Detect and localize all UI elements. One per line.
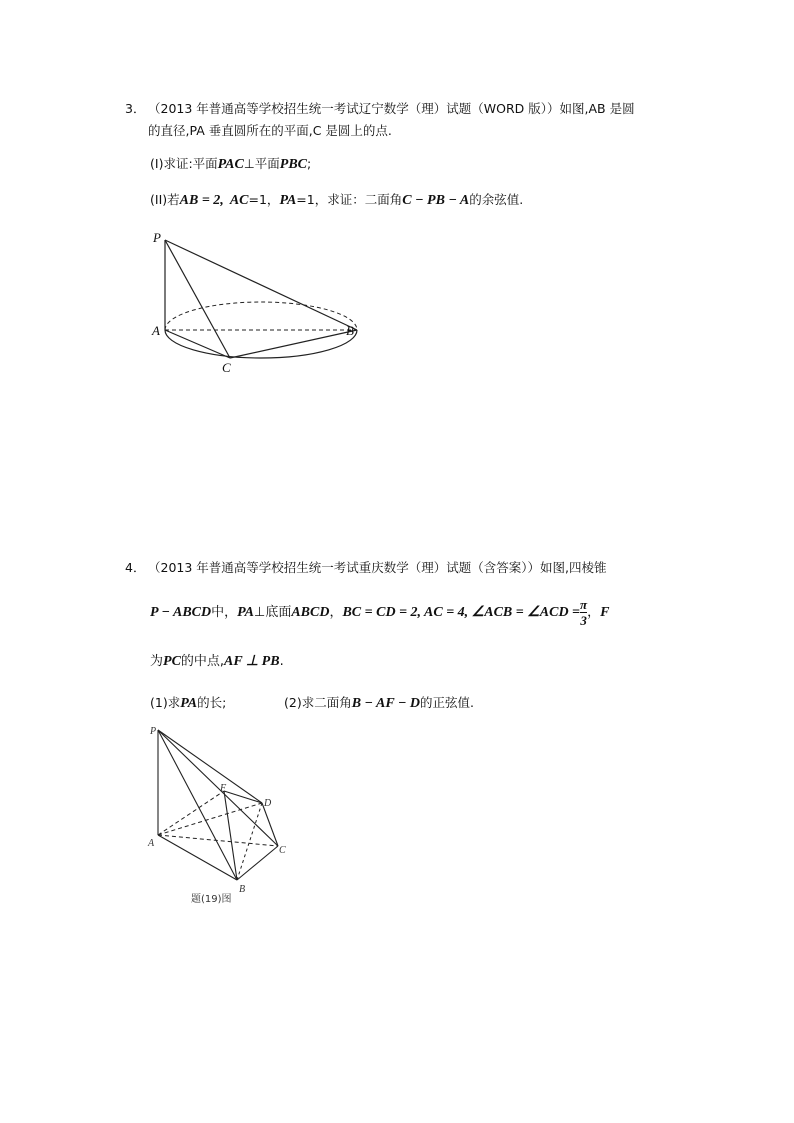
math-pyramid: P − ABCD bbox=[150, 605, 212, 620]
segment-fd bbox=[224, 791, 262, 803]
segment-bc bbox=[230, 330, 357, 358]
text: =1，求证：二面角 bbox=[296, 192, 403, 207]
label-f: F bbox=[220, 783, 227, 794]
problem-3-statement: 的直径,PA 垂直圆所在的平面,C 是圆上的点. bbox=[148, 123, 392, 138]
text: (1)求 bbox=[150, 695, 181, 710]
figure-caption: 题(19)图 bbox=[191, 894, 232, 905]
problem-4-number: 4． bbox=[125, 560, 146, 575]
problem-3-source: （2013 年普通高等学校招生统一考试辽宁数学（理）试题（WORD 版））如图,AB 是圆 bbox=[148, 101, 635, 116]
label-b: B bbox=[346, 323, 354, 338]
math-dihedral: B − AF − D bbox=[351, 696, 421, 711]
math-af-perp-pb: AF ⊥ PB bbox=[224, 654, 280, 669]
problem-4-source: （2013 年普通高等学校招生统一考试重庆数学（理）试题（含答案））如图,四棱锥 bbox=[148, 560, 607, 575]
problem-4-part-2 bbox=[284, 693, 474, 712]
math-abcd: ABCD bbox=[291, 605, 330, 620]
text: ， bbox=[329, 605, 343, 620]
fraction-numerator: π bbox=[580, 597, 588, 612]
math-pa: PA bbox=[279, 193, 297, 208]
text: 的正弦值. bbox=[420, 695, 475, 710]
segment-af-dashed bbox=[158, 791, 224, 835]
problem-3-figure bbox=[145, 225, 365, 375]
math-pa: PA bbox=[237, 605, 254, 620]
label-p: P bbox=[150, 726, 157, 737]
text: 平面 bbox=[192, 156, 218, 171]
segment-ad-dashed bbox=[158, 803, 262, 835]
math-ab: AB = 2, bbox=[179, 193, 224, 208]
label-c: C bbox=[279, 845, 286, 856]
text: . bbox=[279, 654, 284, 669]
problem-3-number: 3． bbox=[125, 101, 146, 116]
segment-bd-dashed bbox=[237, 803, 262, 880]
text: =1， bbox=[248, 192, 280, 207]
math-f: F bbox=[600, 605, 610, 620]
part-label: (I)求证: bbox=[150, 156, 193, 171]
math-pc: PC bbox=[163, 654, 181, 669]
problem-3-part-2 bbox=[150, 190, 523, 209]
text: (2)求二面角 bbox=[284, 695, 352, 710]
label-d: D bbox=[264, 798, 272, 809]
segment-pc bbox=[165, 240, 230, 358]
segment-pc bbox=[158, 730, 278, 846]
text: 为 bbox=[150, 654, 164, 669]
text: 的中点, bbox=[180, 654, 225, 669]
perp-symbol: ⊥ bbox=[243, 156, 255, 171]
part-label: (II) bbox=[150, 192, 168, 207]
segment-cd bbox=[262, 803, 278, 846]
segment-pb bbox=[165, 240, 357, 330]
label-a: A bbox=[148, 838, 155, 849]
math-conditions: BC = CD = 2, AC = 4, ∠ACB = ∠ACD = bbox=[342, 605, 581, 620]
label-p: P bbox=[153, 230, 161, 245]
text: 的余弦值. bbox=[469, 192, 524, 207]
problem-4-line-2 bbox=[150, 598, 610, 627]
segment-pd bbox=[158, 730, 262, 803]
text: ， bbox=[587, 605, 601, 620]
circle-front bbox=[165, 330, 357, 358]
text: 中， bbox=[211, 605, 238, 620]
text: ; bbox=[307, 156, 312, 171]
math-pa: PA bbox=[180, 696, 198, 711]
problem-3-part-1 bbox=[150, 154, 311, 173]
math-ac: AC bbox=[229, 193, 249, 208]
label-c: C bbox=[222, 360, 231, 375]
segment-bc bbox=[237, 846, 278, 880]
text: 的长; bbox=[197, 695, 227, 710]
problem-4-part-1 bbox=[150, 693, 226, 712]
problem-4-figure bbox=[145, 722, 295, 907]
text: 若 bbox=[167, 192, 180, 207]
math-plane-pac: PAC bbox=[217, 157, 244, 172]
problem-4-line-3 bbox=[150, 650, 284, 670]
segment-ac bbox=[165, 330, 230, 358]
math-plane-pbc: PBC bbox=[279, 157, 308, 172]
label-b: B bbox=[239, 884, 246, 895]
fraction-denominator: 3 bbox=[580, 613, 587, 628]
label-a: A bbox=[152, 323, 160, 338]
text: ⊥底面 bbox=[254, 605, 292, 620]
math-dihedral: C − PB − A bbox=[402, 193, 470, 208]
text: 平面 bbox=[254, 156, 280, 171]
